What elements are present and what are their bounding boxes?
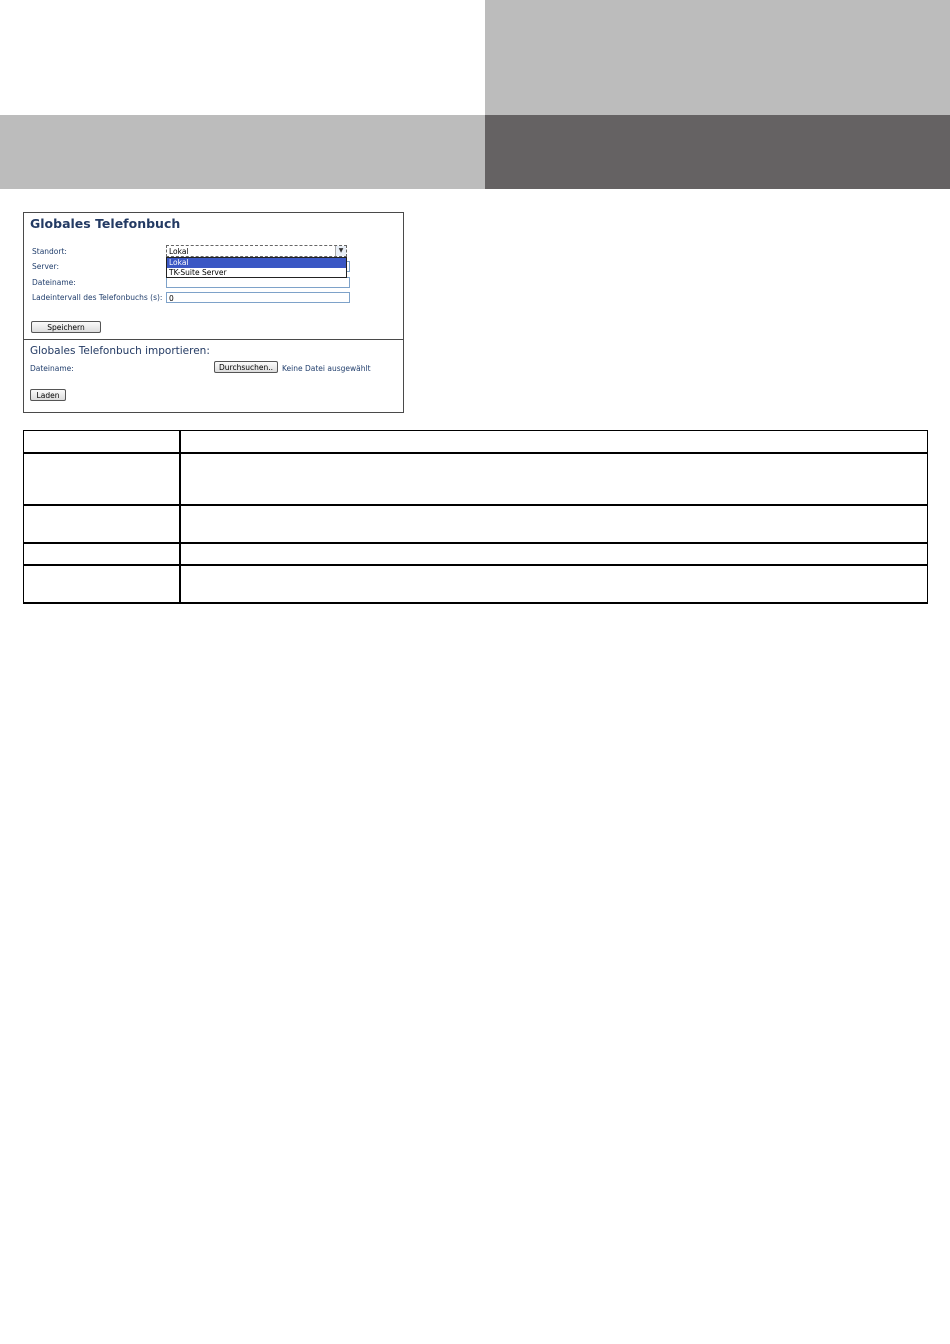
- import-filename-label: Dateiname:: [30, 364, 74, 373]
- header-band-mid-left: [0, 115, 485, 189]
- table-row: [24, 505, 928, 543]
- table-cell: [24, 505, 181, 543]
- panel-title: Globales Telefonbuch: [30, 216, 181, 231]
- dropdown-option-lokal[interactable]: Lokal: [167, 258, 346, 268]
- table-row: [24, 565, 928, 603]
- table-cell: [24, 431, 181, 453]
- table-cell: [180, 431, 928, 453]
- location-label: Standort:: [32, 247, 67, 256]
- description-table: [23, 430, 928, 604]
- interval-input[interactable]: 0: [166, 292, 350, 303]
- dropdown-option-tk-suite-server[interactable]: TK-Suite Server: [169, 267, 227, 277]
- table-cell: [24, 453, 181, 505]
- table-cell: [180, 453, 928, 505]
- table-row: [24, 453, 928, 505]
- save-button[interactable]: Speichern: [31, 321, 101, 333]
- load-button[interactable]: Laden: [30, 389, 66, 401]
- filename-input[interactable]: [166, 277, 350, 288]
- no-file-selected-text: Keine Datei ausgewählt: [282, 364, 371, 373]
- table-row: [24, 431, 928, 453]
- header-band-mid-right: [485, 115, 950, 189]
- interval-label: Ladeintervall des Telefonbuchs (s):: [32, 293, 163, 302]
- filename-label: Dateiname:: [32, 278, 76, 287]
- table-cell: [180, 505, 928, 543]
- phonebook-settings-panel: [23, 212, 404, 413]
- table-cell: [24, 543, 181, 565]
- section-divider: [24, 339, 403, 340]
- import-section-title: Globales Telefonbuch importieren:: [30, 345, 210, 357]
- table-row: [24, 543, 928, 565]
- table-cell: [180, 565, 928, 603]
- chevron-down-icon[interactable]: ▼: [335, 246, 346, 256]
- browse-button[interactable]: Durchsuchen..: [214, 361, 278, 373]
- location-select-value: Lokal: [169, 247, 189, 256]
- server-label: Server:: [32, 262, 59, 271]
- table-cell: [24, 565, 181, 603]
- location-select[interactable]: [166, 245, 347, 257]
- header-band-top-left: [0, 0, 485, 115]
- table-cell: [180, 543, 928, 565]
- location-dropdown-list: [166, 257, 347, 278]
- header-band-top-right: [485, 0, 950, 115]
